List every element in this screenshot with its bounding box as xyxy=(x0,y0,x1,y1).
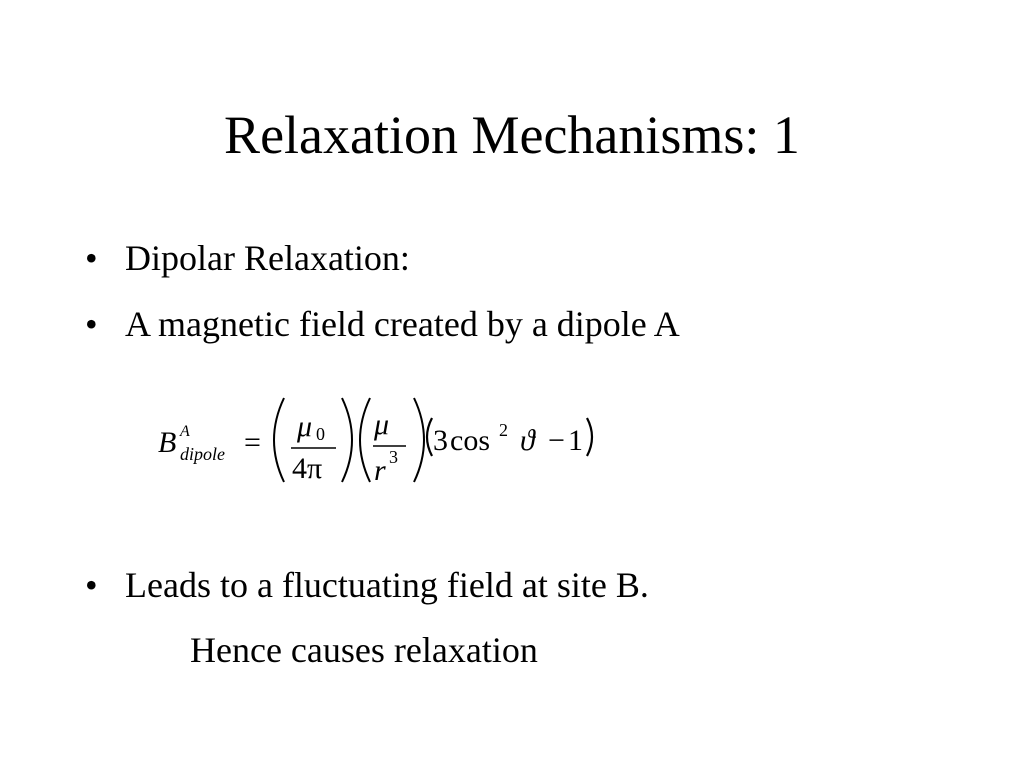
eq-term-coeff: 3 xyxy=(433,424,448,457)
eq-lhs-symbol: B xyxy=(158,426,177,459)
bullet-marker: • xyxy=(85,238,98,278)
eq-frac2-numerator: μ xyxy=(374,408,390,441)
eq-paren-left-2 xyxy=(360,398,370,482)
eq-frac2-denominator-sup: 3 xyxy=(389,447,398,467)
slide-title: Relaxation Mechanisms: 1 xyxy=(224,105,800,165)
bullet-dipolar-relaxation xyxy=(85,236,410,280)
eq-lhs-superscript: A xyxy=(180,423,190,440)
eq-term-one: 1 xyxy=(568,424,583,457)
eq-paren-left-3 xyxy=(427,418,432,456)
continuation-text: Hence causes relaxation xyxy=(190,630,538,670)
eq-paren-left-1 xyxy=(274,398,284,482)
eq-equals: = xyxy=(244,426,261,459)
bullet-text: Dipolar Relaxation: xyxy=(125,238,410,278)
eq-term-var: ϑ xyxy=(520,424,535,457)
eq-paren-right-2 xyxy=(414,398,424,482)
eq-term-func: cos xyxy=(450,424,490,457)
eq-frac1-denominator: 4π xyxy=(292,452,323,485)
bullet-text: Leads to a fluctuating field at site B. xyxy=(125,565,649,605)
bullet-marker: • xyxy=(85,565,98,605)
bullet-magnetic-field xyxy=(85,302,680,346)
eq-lhs-subscript: dipole xyxy=(180,444,225,464)
eq-frac2-denominator: r xyxy=(374,454,386,487)
dipole-field-equation xyxy=(150,388,620,498)
eq-term-minus: − xyxy=(548,424,565,457)
eq-paren-right-1 xyxy=(342,398,352,482)
eq-paren-right-3 xyxy=(587,418,592,456)
eq-frac1-numerator-sub: 0 xyxy=(316,424,325,444)
eq-term-sup: 2 xyxy=(499,420,508,440)
bullet-marker: • xyxy=(85,304,98,344)
bullet-text: A magnetic field created by a dipole A xyxy=(125,304,680,344)
eq-frac1-numerator: μ xyxy=(297,410,313,443)
bullet-fluctuating-field xyxy=(85,563,649,607)
equation-svg xyxy=(150,388,620,498)
